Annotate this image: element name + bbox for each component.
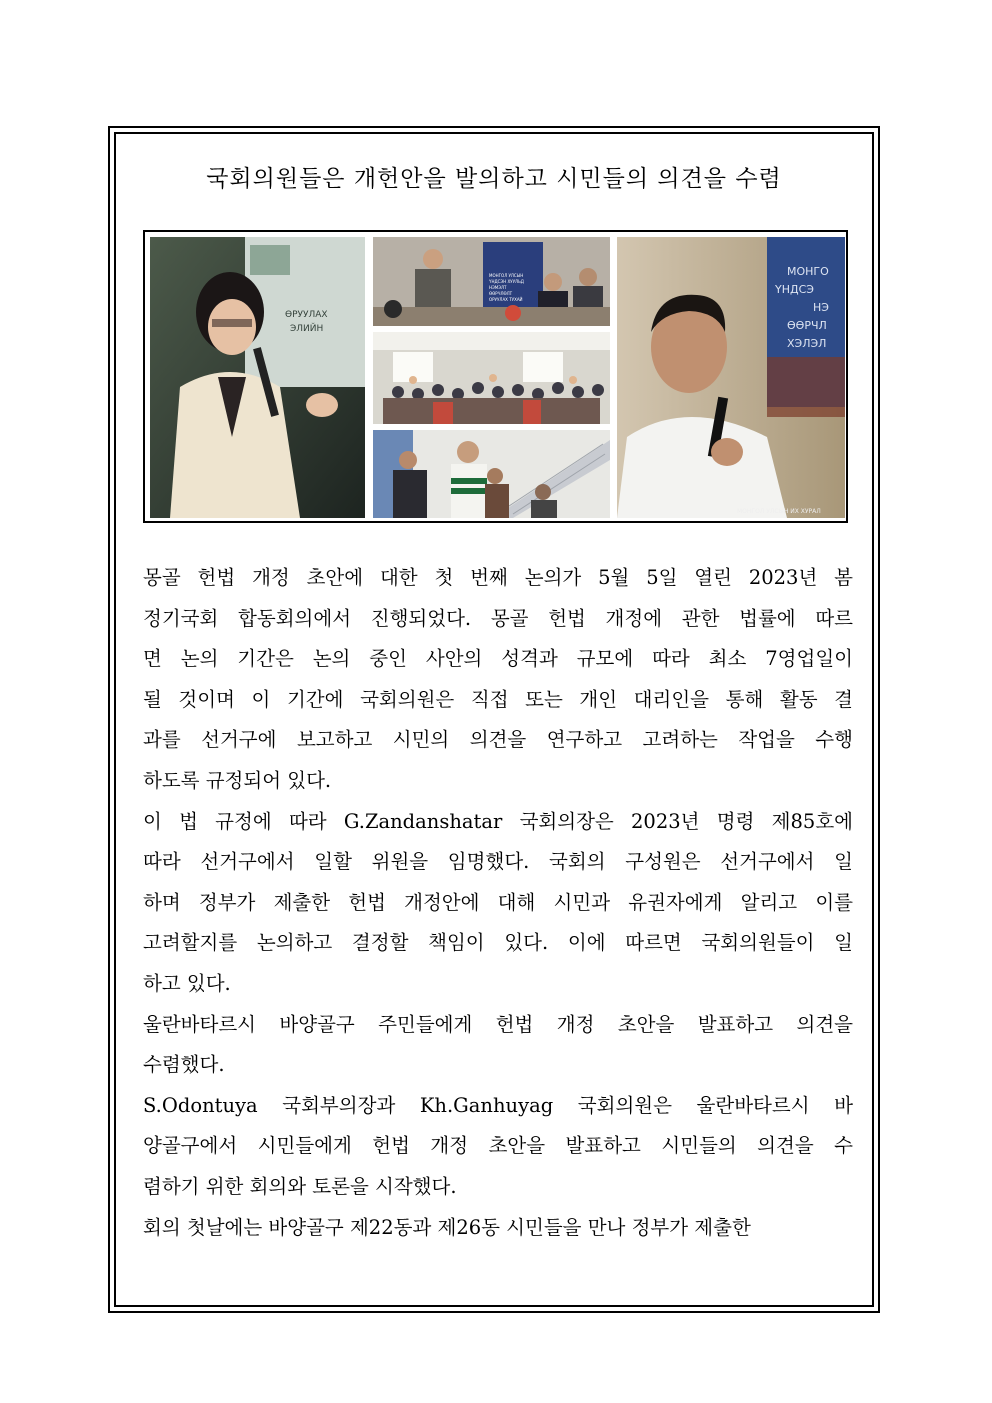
screen-text: ҮНДСЭ xyxy=(775,283,814,296)
photo-speaker-left xyxy=(150,237,365,518)
text-line: 렴하기 위한 회의와 토론을 시작했다. xyxy=(143,1174,457,1198)
photo-audience-hall xyxy=(373,332,610,424)
text-line: 고려할지를 논의하고 결정할 책임이 있다. 이에 따르면 국회의원들이 일 xyxy=(143,931,853,955)
audience-hall-icon xyxy=(373,332,610,424)
text-line: 하고 있다. xyxy=(143,971,231,995)
article-body xyxy=(143,558,853,1248)
photo-audience-top xyxy=(373,237,610,326)
screen-text: ӨӨРЧЛ xyxy=(787,319,827,332)
screen-text: МОНГО xyxy=(787,265,829,278)
paragraph-4 xyxy=(143,1086,853,1208)
paragraph-3 xyxy=(143,1005,853,1086)
paragraph-5 xyxy=(143,1208,853,1249)
text-line: 따라 선거구에서 일할 위원을 임명했다. 국회의 구성원은 선거구에서 일 xyxy=(143,850,853,874)
photo-audience-question xyxy=(373,430,610,518)
text-line: S.Odontuya 국회부의장과 Kh.Ganhuyag 국회의원은 울란바타르시 바 xyxy=(143,1093,853,1117)
paragraph-1 xyxy=(143,558,853,802)
text-line: 수렴했다. xyxy=(143,1053,225,1077)
text-line: 울란바타르시 바양골구 주민들에게 헌법 개정 초안을 발표하고 의견을 xyxy=(143,1012,853,1036)
text-line: 과를 선거구에 보고하고 시민의 의견을 연구하고 고려하는 작업을 수행 xyxy=(143,728,853,752)
banner-text: ӨӨРЧЛӨЛТ xyxy=(489,291,513,296)
text-line: 양골구에서 시민들에게 헌법 개정 초안을 발표하고 시민들의 의견을 수 xyxy=(143,1134,853,1158)
photo-collage xyxy=(143,230,848,523)
speaker-portrait-icon xyxy=(617,237,845,518)
article-title: 국회의원들은 개헌안을 발의하고 시민들의 의견을 수렴 xyxy=(206,166,782,192)
audience-member-speaking-icon xyxy=(373,237,610,326)
photo-speaker-right xyxy=(617,237,845,518)
text-line: 하도록 규정되어 있다. xyxy=(143,768,332,792)
banner-text: ОРУУЛАХ ТУХАЙ xyxy=(489,297,523,302)
screen-text: ӨРУУЛАХ xyxy=(285,310,328,320)
text-line: 이 법 규정에 따라 G.Zandanshatar 국회의장은 2023년 명령 제85호에 xyxy=(143,809,853,833)
paragraph-2 xyxy=(143,802,853,1005)
text-line: 정기국회 합동회의에서 진행되었다. 몽골 헌법 개정에 관한 법률에 따르 xyxy=(143,606,853,630)
text-line: 몽골 헌법 개정 초안에 대한 첫 번째 논의가 5월 5일 열린 2023년 봄 xyxy=(143,566,853,589)
screen-text: НЭ xyxy=(813,301,829,314)
screen-text: ХЭЛЭЛ xyxy=(787,337,827,350)
audience-question-icon xyxy=(373,430,610,518)
text-line: 될 것이며 이 기간에 국회의원은 직접 또는 개인 대리인을 통해 활동 결 xyxy=(143,687,853,711)
banner-text: НЭМЭЛТ xyxy=(489,285,507,290)
text-line: 회의 첫날에는 바양골구 제22동과 제26동 시민들을 만나 정부가 제출한 xyxy=(143,1215,751,1239)
banner-text: МОНГОЛ УЛСЫН xyxy=(489,273,524,278)
screen-text: ЭЛИЙН xyxy=(290,324,324,334)
text-line: 하며 정부가 제출한 헌법 개정안에 대해 시민과 유권자에게 알리고 이를 xyxy=(143,890,853,914)
text-line: 면 논의 기간은 논의 중인 사안의 성격과 규모에 따라 최소 7영업일이 xyxy=(143,647,853,671)
banner-text: ҮНДСЭН ХУУЛЬД xyxy=(489,279,524,284)
speaker-with-microphone-icon xyxy=(150,237,365,518)
photo-caption: МОНГОЛ УЛСЫН ИХ ХУРАЛ xyxy=(737,508,821,515)
